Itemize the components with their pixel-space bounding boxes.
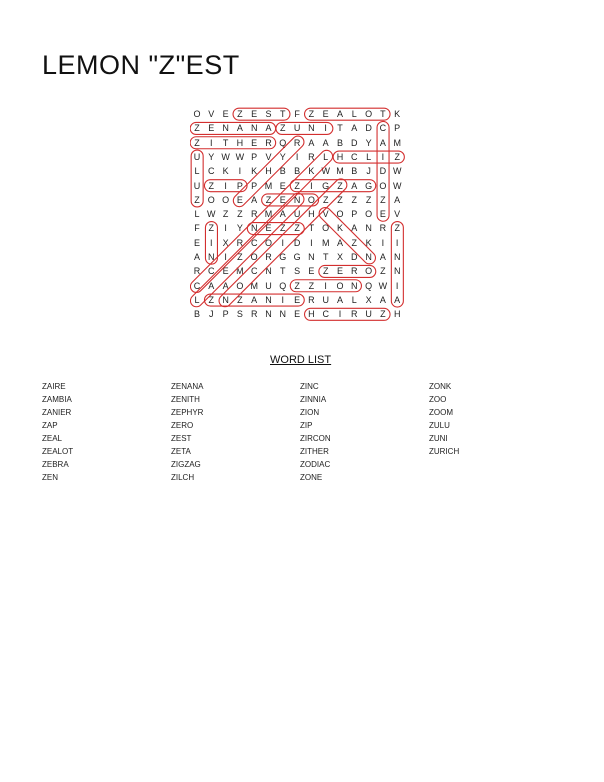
grid-letter: M	[336, 166, 344, 177]
grid-letter: N	[208, 252, 215, 262]
grid-letter: G	[365, 180, 373, 191]
grid-letter: R	[308, 294, 315, 305]
grid-letter: E	[294, 309, 301, 320]
grid-letter: T	[222, 137, 229, 148]
grid-letter: L	[351, 109, 357, 119]
grid-letter: Z	[294, 280, 300, 291]
grid-letter: B	[193, 309, 200, 320]
word-list-item: ZENANA	[171, 382, 204, 391]
word-list-item: ZOOM	[429, 408, 453, 417]
word-list-item: ZIRCON	[300, 434, 331, 443]
grid-letter: C	[250, 266, 258, 277]
grid-letter: Z	[308, 280, 315, 291]
grid-letter: R	[379, 223, 387, 234]
grid-letter: Z	[265, 194, 272, 205]
grid-letter: D	[293, 237, 301, 248]
grid-letter: N	[365, 223, 372, 234]
grid-letter: D	[379, 166, 387, 177]
grid-letter: Z	[280, 223, 286, 234]
word-list-item: ZEN	[42, 473, 58, 482]
grid-letter: A	[351, 123, 358, 134]
grid-letter: H	[308, 209, 315, 220]
grid-letter: V	[208, 109, 215, 119]
grid-letter: H	[393, 309, 401, 320]
word-ring	[231, 134, 307, 210]
grid-letter: A	[351, 223, 358, 234]
grid-letter: O	[264, 237, 272, 248]
grid-letter: G	[293, 252, 301, 262]
grid-letter: K	[251, 166, 258, 177]
grid-letter: Z	[337, 180, 343, 191]
grid-letter: W	[392, 166, 402, 177]
word-list-column-2	[171, 380, 291, 484]
word-search-grid	[190, 107, 410, 322]
grid-letter: I	[324, 280, 327, 291]
grid-letter: A	[379, 252, 386, 262]
grid-letter: E	[222, 109, 229, 119]
grid-letter: E	[322, 109, 329, 119]
grid-letter: D	[351, 252, 358, 262]
grid-letter: A	[251, 294, 258, 305]
grid-letter: U	[265, 280, 272, 291]
grid-letter: P	[351, 209, 358, 220]
grid-letter: A	[336, 109, 343, 119]
grid-letter: N	[393, 252, 401, 262]
grid-letter: U	[293, 123, 301, 134]
grid-letter: O	[336, 280, 344, 291]
grid-letter: M	[250, 280, 258, 291]
grid-letter: I	[395, 237, 399, 248]
word-ring	[290, 280, 361, 292]
word-list-item: ZOO	[429, 395, 447, 404]
grid-letter: I	[238, 166, 242, 177]
grid-letter: B	[336, 137, 343, 148]
word-list-column-4	[429, 380, 549, 458]
grid-letter: R	[193, 266, 201, 277]
grid-letter: N	[222, 294, 229, 305]
grid-letter: Z	[380, 266, 386, 277]
grid-letter: D	[351, 137, 358, 148]
grid-letter: U	[322, 294, 329, 305]
grid-letter: A	[394, 194, 401, 205]
word-ring	[205, 222, 217, 265]
grid-letter: P	[251, 180, 258, 191]
page-title: LEMON "Z"EST	[42, 50, 240, 80]
grid-letter: N	[250, 223, 258, 234]
word-list-item: ZERO	[171, 421, 194, 430]
grid-letter: N	[293, 194, 301, 205]
grid-letter: A	[308, 137, 315, 148]
word-ring	[276, 122, 333, 134]
grid-letter: Q	[365, 280, 373, 291]
grid-letter: V	[394, 209, 401, 220]
grid-letter: Z	[351, 237, 358, 248]
word-list-item: ZIP	[300, 421, 313, 430]
grid-letter: J	[209, 309, 214, 320]
grid-letter: H	[336, 151, 344, 162]
grid-letter: I	[224, 252, 227, 262]
grid-letter: M	[264, 180, 273, 191]
grid-letter: W	[321, 166, 330, 177]
grid-letter: A	[336, 237, 343, 248]
grid-letter: M	[264, 209, 273, 220]
grid-letter: N	[265, 266, 272, 277]
grid-letter: Z	[237, 252, 243, 262]
grid-letter: T	[308, 223, 315, 234]
grid-letter: Z	[237, 209, 243, 220]
grid-letter: L	[194, 209, 200, 220]
grid-letter: E	[251, 109, 258, 119]
grid-letter: A	[336, 294, 343, 305]
grid-letter: Z	[394, 151, 400, 162]
grid-letter: N	[250, 123, 258, 134]
word-ring	[377, 121, 389, 221]
word-list-item: ZAIRE	[42, 382, 66, 391]
grid-letter: T	[280, 266, 286, 277]
word-ring	[190, 191, 306, 309]
word-list-item: ZENITH	[171, 395, 200, 404]
grid-letter: P	[251, 151, 258, 162]
grid-letter: R	[250, 309, 258, 320]
grid-letter: R	[308, 151, 315, 162]
word-list-item: ZONE	[300, 473, 323, 482]
word-ring	[233, 108, 290, 120]
word-list-item: ZULU	[429, 421, 450, 430]
grid-letter: L	[323, 151, 329, 162]
grid-letter: I	[381, 151, 385, 162]
grid-letter: L	[351, 294, 357, 305]
found-word-rings	[190, 107, 410, 322]
grid-letter: W	[221, 151, 230, 162]
grid-letter: J	[366, 166, 371, 177]
grid-letter: Z	[322, 194, 329, 205]
grid-letter: G	[279, 252, 287, 262]
word-list-item: ZINC	[300, 382, 319, 391]
grid-letter: B	[294, 166, 301, 177]
grid-letter: T	[380, 109, 386, 119]
grid-letter: A	[222, 280, 229, 291]
word-list-item: ZILCH	[171, 473, 195, 482]
grid-letter: C	[193, 280, 201, 291]
grid-letter: O	[307, 194, 315, 205]
grid-letter: Z	[280, 123, 286, 134]
grid-letter: N	[265, 294, 272, 305]
grid-letter: Z	[194, 137, 200, 148]
grid-letter: F	[194, 223, 200, 234]
grid-letter: Q	[279, 280, 287, 291]
grid-letter: C	[208, 166, 215, 177]
grid-letter: L	[194, 166, 200, 177]
grid-letter: I	[324, 123, 327, 134]
grid-letter: V	[265, 151, 272, 162]
grid-letter: F	[294, 109, 300, 119]
grid-letter: E	[294, 294, 301, 305]
grid-letter: X	[336, 252, 343, 262]
grid-letter: L	[366, 151, 372, 162]
word-ring	[217, 176, 350, 309]
word-list-item: ZANIER	[42, 408, 72, 417]
word-list-item: ZAMBIA	[42, 395, 72, 404]
grid-letter: O	[193, 109, 201, 119]
word-ring	[204, 180, 247, 192]
grid-letter: Z	[380, 309, 386, 320]
grid-letter: X	[222, 237, 229, 248]
grid-letter: U	[365, 309, 372, 320]
grid-letter: O	[322, 223, 330, 234]
grid-letter: L	[194, 294, 200, 305]
grid-letter: Z	[208, 180, 215, 191]
grid-letter: K	[365, 237, 372, 248]
word-list-item: ZUNI	[429, 434, 448, 443]
grid-letter: Z	[294, 223, 300, 234]
grid-letter: S	[236, 309, 243, 320]
grid-letter: Z	[294, 180, 300, 191]
grid-letter: C	[208, 266, 215, 277]
word-list-item: ZAP	[42, 421, 58, 430]
word-list-item: ZODIAC	[300, 460, 331, 469]
word-list-item: ZITHER	[300, 447, 329, 456]
grid-letter: Z	[237, 109, 243, 119]
grid-letter: O	[365, 209, 373, 220]
grid-letter: Z	[208, 223, 215, 234]
word-list-item: ZURICH	[429, 447, 460, 456]
grid-letter: O	[365, 109, 373, 119]
grid-letter: N	[222, 123, 229, 134]
grid-letter: R	[250, 209, 258, 220]
grid-letter: O	[379, 180, 387, 191]
grid-letter: N	[265, 309, 272, 320]
grid-letter: O	[365, 266, 373, 277]
grid-letter: I	[224, 223, 227, 234]
word-ring	[190, 122, 276, 134]
grid-letter: S	[294, 266, 301, 277]
grid-letter: C	[322, 309, 329, 320]
grid-letter: E	[236, 194, 243, 205]
word-ring	[391, 222, 403, 307]
grid-letter: S	[265, 109, 272, 119]
grid-letter: U	[193, 151, 201, 162]
word-list-item: ZIGZAG	[171, 460, 201, 469]
word-list-column-3	[300, 380, 420, 484]
grid-letter: R	[351, 309, 358, 320]
word-ring	[305, 308, 391, 320]
grid-letter: N	[308, 252, 315, 262]
grid-letter: E	[193, 237, 200, 248]
grid-letter: Y	[236, 223, 243, 234]
grid-letter: Y	[365, 137, 372, 148]
grid-letter: Y	[208, 151, 215, 162]
grid-letter: I	[395, 280, 399, 291]
grid-letter: B	[279, 166, 286, 177]
grid-letter: Z	[337, 194, 343, 205]
grid-letter: P	[394, 123, 401, 134]
grid-letter: G	[322, 180, 330, 191]
grid-letter: H	[265, 166, 272, 177]
grid-letter: R	[236, 237, 244, 248]
word-ring	[305, 108, 391, 120]
grid-letter: Z	[222, 209, 229, 220]
grid-letter: W	[235, 151, 245, 162]
grid-letter: M	[393, 137, 401, 148]
grid-letter: P	[222, 309, 229, 320]
grid-letter: E	[336, 266, 343, 277]
grid-letter: A	[193, 252, 200, 262]
grid-letter: U	[293, 209, 301, 220]
grid-letter: R	[265, 137, 272, 148]
grid-letter: K	[336, 223, 343, 234]
grid-letter: W	[378, 280, 388, 291]
grid-letter: A	[394, 294, 401, 305]
grid-letter: I	[310, 237, 313, 248]
grid-letter: I	[281, 237, 285, 248]
grid-letter: A	[351, 180, 358, 191]
grid-letter: E	[265, 223, 272, 234]
word-list-item: ZEBRA	[42, 460, 69, 469]
word-ring	[290, 180, 376, 192]
word-list-item: ZEST	[171, 434, 192, 443]
grid-letter: R	[293, 137, 301, 148]
grid-letter: A	[322, 137, 329, 148]
grid-letter: A	[251, 194, 258, 205]
word-list-item: ZONK	[429, 382, 452, 391]
grid-letter: I	[338, 309, 342, 320]
grid-letter: E	[379, 209, 386, 220]
grid-letter: T	[322, 252, 329, 262]
grid-letter: C	[250, 237, 258, 248]
grid-letter: Z	[322, 266, 329, 277]
grid-letter: Z	[237, 294, 243, 305]
grid-letter: A	[279, 209, 286, 220]
grid-letter: D	[365, 123, 372, 134]
word-list-item: ZEPHYR	[171, 408, 204, 417]
grid-letter: Y	[279, 151, 286, 162]
word-ring	[191, 150, 203, 207]
grid-letter: A	[379, 294, 386, 305]
grid-letter: O	[222, 194, 230, 205]
grid-letter: C	[351, 151, 358, 162]
grid-letter: V	[322, 209, 329, 220]
grid-letter: N	[365, 252, 372, 262]
grid-letter: A	[379, 137, 386, 148]
grid-letter: E	[222, 266, 229, 277]
grid-letter: N	[351, 280, 358, 291]
grid-letter: O	[336, 209, 344, 220]
grid-letter: O	[236, 280, 244, 291]
grid-letter: A	[236, 123, 243, 134]
grid-letter: T	[280, 109, 286, 119]
word-ring	[319, 265, 376, 277]
grid-letter: H	[308, 309, 315, 320]
grid-letter: Z	[308, 109, 315, 119]
grid-letter: Q	[279, 137, 287, 148]
grid-letter: E	[279, 180, 286, 191]
grid-letter: I	[310, 180, 313, 191]
grid-letter: E	[208, 123, 215, 134]
grid-letter: Z	[380, 194, 386, 205]
grid-letter: R	[265, 252, 272, 262]
grid-letter: W	[392, 180, 402, 191]
grid-letter: K	[222, 166, 229, 177]
word-list-item: ZEALOT	[42, 447, 74, 456]
grid-letter: X	[365, 294, 372, 305]
grid-letter: H	[236, 137, 244, 148]
grid-letter: I	[381, 237, 385, 248]
word-list-item: ZEAL	[42, 434, 63, 443]
word-ring	[333, 151, 404, 163]
grid-letter: I	[295, 151, 299, 162]
word-list-item: ZETA	[171, 447, 191, 456]
grid-letter: E	[251, 137, 258, 148]
word-list-heading: WORD LIST	[270, 354, 332, 366]
word-ring	[317, 205, 378, 266]
grid-letter: R	[351, 266, 358, 277]
grid-letter: M	[236, 266, 244, 277]
word-list-column-1	[42, 380, 162, 484]
grid-letter: I	[224, 180, 227, 191]
grid-letter: P	[236, 180, 243, 191]
grid-letter: A	[208, 280, 215, 291]
grid-letter: M	[321, 237, 330, 248]
grid-letter: N	[308, 123, 315, 134]
grid-letter: N	[279, 309, 287, 320]
grid-letter: W	[207, 209, 216, 220]
grid-letter: O	[207, 194, 215, 205]
word-list-item: ZION	[300, 408, 320, 417]
grid-letter: Z	[208, 294, 215, 305]
grid-letter: E	[279, 194, 286, 205]
grid-letter: N	[393, 266, 401, 277]
grid-letter: U	[193, 180, 201, 191]
grid-letter: Z	[351, 194, 358, 205]
word-list-item: ZINNIA	[300, 395, 327, 404]
grid-letter: Z	[194, 194, 200, 205]
grid-letter: Z	[194, 123, 200, 134]
grid-letter: I	[210, 137, 213, 148]
grid-letter: Z	[394, 223, 400, 234]
grid-letter: T	[337, 123, 343, 134]
grid-letter: A	[265, 123, 272, 134]
grid-letter: B	[351, 166, 358, 177]
grid-letter: Z	[365, 194, 372, 205]
grid-letter: O	[250, 252, 258, 262]
grid-letter: E	[308, 266, 315, 277]
word-ring	[190, 137, 276, 149]
grid-letter: K	[394, 109, 401, 119]
grid-letter: C	[379, 123, 387, 134]
grid-letter: K	[308, 166, 315, 177]
grid-letter: I	[281, 294, 285, 305]
grid-letter: I	[210, 237, 213, 248]
